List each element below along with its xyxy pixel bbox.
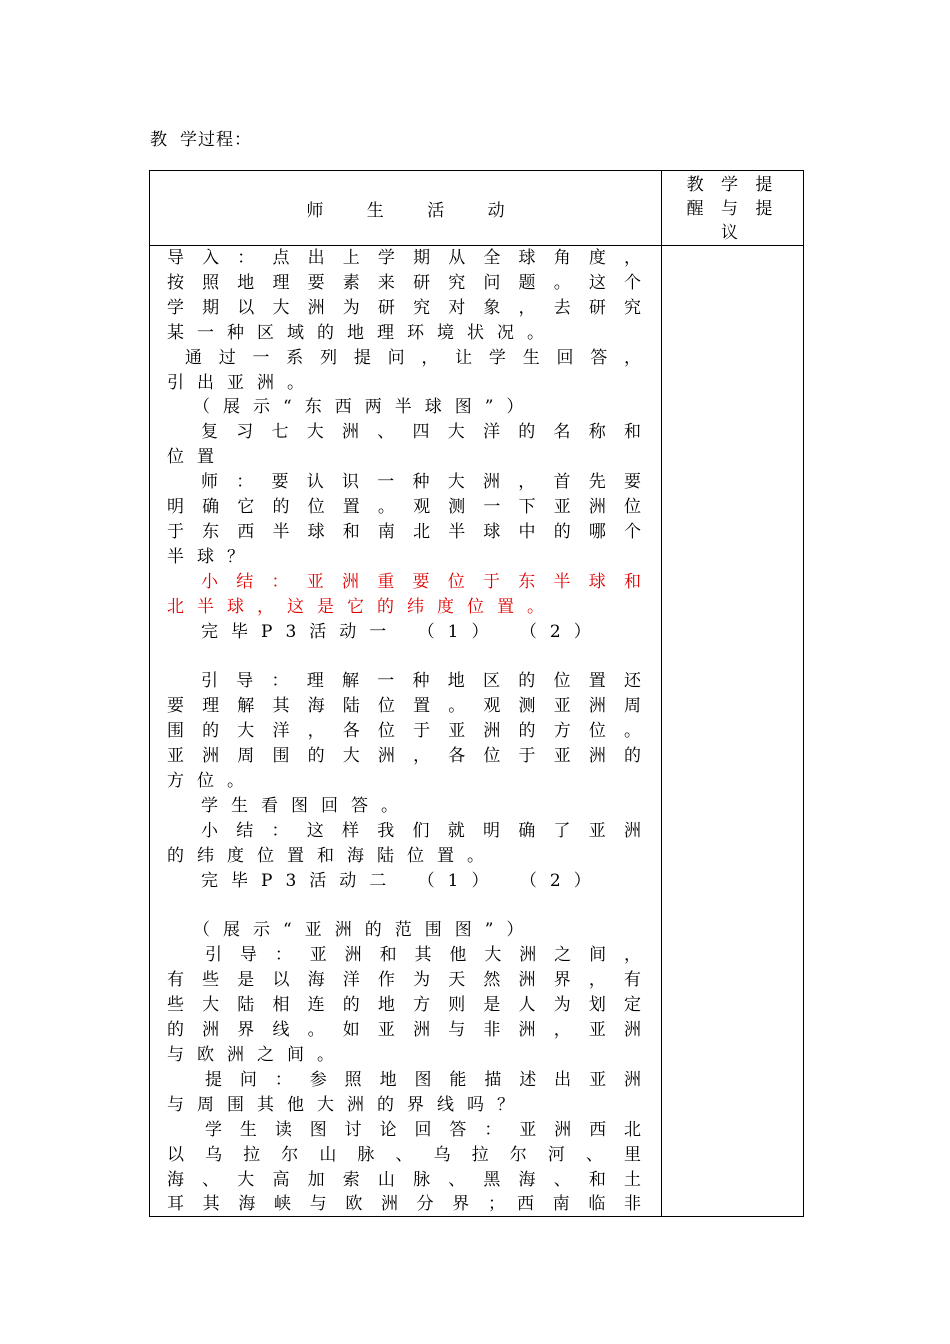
text-line: 亚 洲 周 围 的 大 洲 ， 各 位 于 亚 洲 的 [167,746,641,767]
text-line: 完毕P3活动二 （1） （2） [201,870,604,891]
note-content-cell [662,246,804,1217]
header-note-cell [662,171,804,246]
heading-rest: 学过程： [180,130,252,150]
text-line: 半球？ [167,546,257,567]
text-line: 学 期 以 大 洲 为 研 究 对 象 ， 去 研 究 [167,297,641,318]
text-line: 引出亚洲。 [167,372,317,393]
table-body-row [150,246,804,1217]
text-line: 耳 其 海 峡 与 欧 洲 分 界 ； 西 南 临 非 [167,1194,641,1215]
text-line: 引 导 ： 理 解 一 种 地 区 的 位 置 还 [201,671,641,692]
text-line: 师 ： 要 认 识 一 种 大 洲 ， 首 先 要 [201,472,641,493]
header-note-line: 醒 与 提 [686,199,779,219]
text-line: 引 导 ： 亚 洲 和 其 他 大 洲 之 间 ， [205,945,641,966]
text-line: 以 乌 拉 尔 山 脉 、 乌 拉 尔 河 、 里 [167,1144,641,1165]
text-line: 的纬度位置和海陆位置。 [167,845,497,866]
text-line: 某一种区域的地理环境状况。 [167,322,557,343]
table-header-row [150,171,804,246]
text-line: 些 大 陆 相 连 的 地 方 则 是 人 为 划 定 [167,995,641,1016]
text-line: 小 结 ： 亚 洲 重 要 位 于 东 半 球 和 [201,571,641,592]
activity-content-cell [150,246,662,1217]
text-line: 完毕P3活动一 （1） （2） [201,621,604,642]
text-line: 导 入 ： 点 出 上 学 期 从 全 球 角 度 ， [167,248,641,268]
text-line [167,645,641,670]
text-line: 的 洲 界 线 。 如 亚 洲 与 非 洲 ， 亚 洲 [167,1020,641,1041]
header-note-line: 议 [721,223,744,243]
text-line: （展示“东西两半球图”） [193,397,537,418]
text-line: 位置 [167,447,227,468]
text-line: 小 结 ： 这 样 我 们 就 明 确 了 亚 洲 [201,820,641,841]
text-line: 要 理 解 其 海 陆 位 置 。 观 测 亚 洲 周 [167,696,641,717]
text-line: 明 确 它 的 位 置 。 观 测 一 下 亚 洲 位 [167,497,641,518]
text-line: （展示“亚洲的范围图”） [193,920,537,941]
text-line: 提 问 ： 参 照 地 图 能 描 述 出 亚 洲 [205,1069,641,1090]
header-activity-label: 师 生 活 动 [306,200,505,221]
text-line: 复 习 七 大 洲 、 四 大 洋 的 名 称 和 [201,422,641,443]
section-heading [150,125,252,150]
text-line: 于 东 西 半 球 和 南 北 半 球 中 的 哪 个 [167,521,641,542]
text-line [167,894,641,919]
text-line: 方位。 [167,771,257,792]
text-line: 学 生 读 图 讨 论 回 答 ： 亚 洲 西 北 [205,1119,641,1140]
activity-content [150,246,661,1216]
header-note-line: 教 学 提 [686,175,779,195]
text-line: 海 、 大 高 加 索 山 脉 、 黑 海 、 和 土 [167,1169,641,1190]
text-line: 围 的 大 洋 ， 各 位 于 亚 洲 的 方 位 。 [167,721,641,742]
header-note-label [662,171,803,245]
text-line: 有 些 是 以 海 洋 作 为 天 然 洲 界 ， 有 [167,970,641,991]
text-line: 学生看图回答。 [201,795,411,816]
header-activity-cell [150,171,662,246]
text-line: 与周围其他大洲的界线吗？ [167,1094,527,1115]
heading-prefix: 教 [150,130,168,150]
text-line: 按 照 地 理 要 素 来 研 究 问 题 。 这 个 [167,272,641,293]
text-line: 通 过 一 系 列 提 问 ， 让 学 生 回 答 ， [185,347,641,368]
lesson-table [149,170,804,1217]
text-line: 与欧洲之间。 [167,1044,347,1065]
text-line: 北半球，这是它的纬度位置。 [167,596,557,617]
